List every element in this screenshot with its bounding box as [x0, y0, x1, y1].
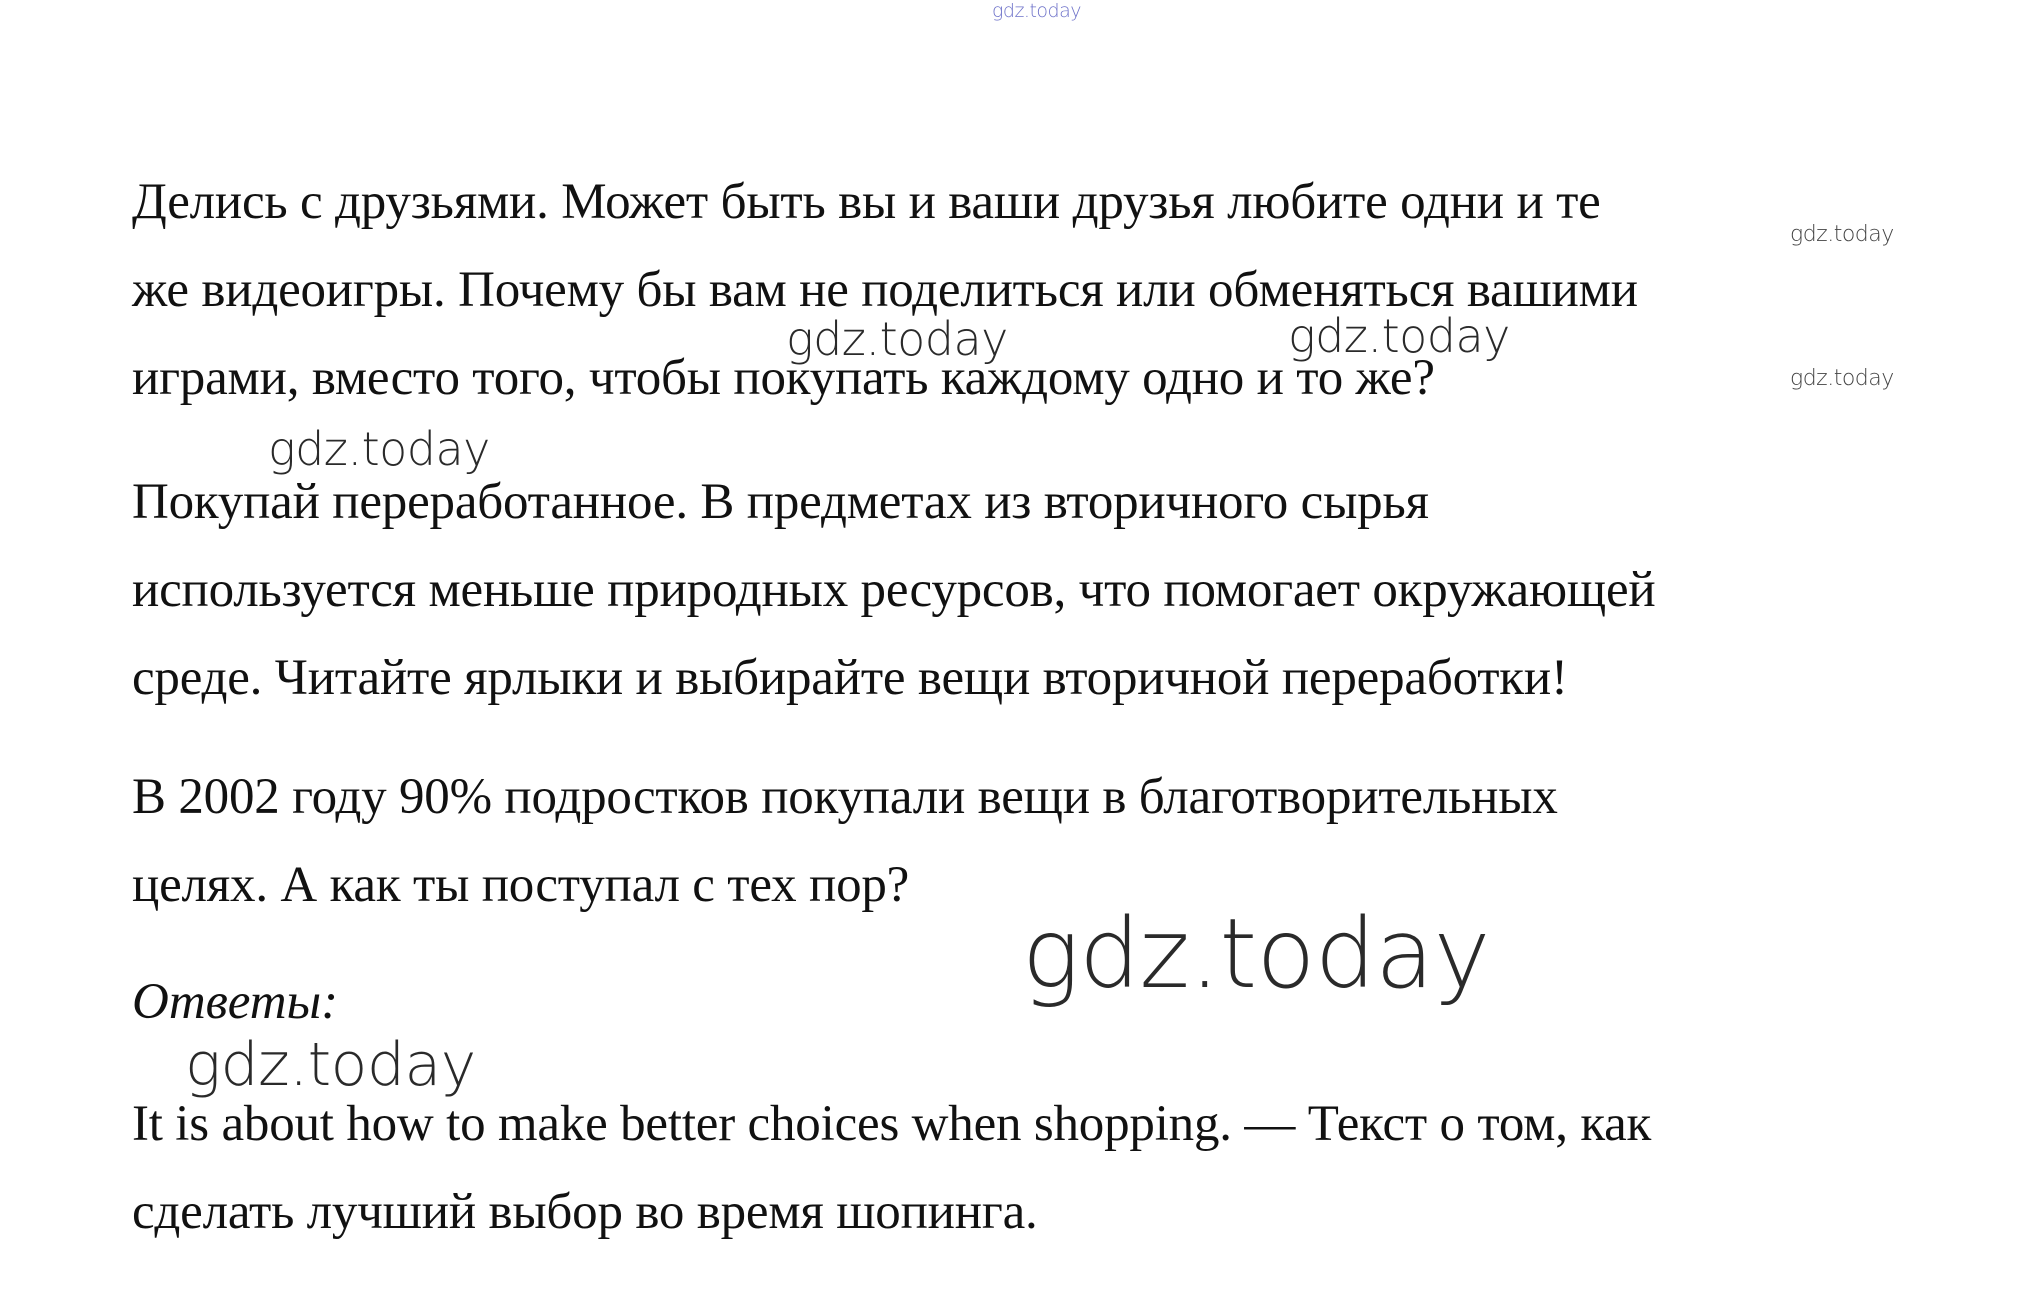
paragraph-line: Делись с друзьями. Может быть вы и ваши друзья любите одни и те [132, 174, 1601, 230]
watermark-left-2: gdz.today [185, 1030, 476, 1100]
watermark-right-2: gdz.today [1790, 366, 1894, 391]
paragraph-buy-recycled [132, 458, 1952, 722]
paragraph-line: целях. А как ты поступал с тех пор? [132, 857, 910, 913]
watermark-large: gdz.today [1022, 898, 1490, 1010]
answer-line: сделать лучший выбор во время шопинга. [132, 1184, 1038, 1240]
answer-line: It is about how to make better choices when shopping. — Текст о том, как [132, 1096, 1652, 1152]
paragraph-line: Покупай переработанное. В предметах из вторичного сырья [132, 474, 1429, 530]
paragraph-line: В 2002 году 90% подростков покупали вещи в благотворительных [132, 769, 1558, 825]
paragraph-line: играми, вместо того, чтобы покупать каждому одно и то же? [132, 350, 1435, 406]
watermark-left-1: gdz.today [268, 422, 490, 476]
answers-heading: Ответы: [132, 974, 339, 1030]
watermark-right-1: gdz.today [1790, 222, 1894, 247]
paragraph-line: используется меньше природных ресурсов, что помогает окружающей [132, 562, 1656, 618]
paragraph-share-with-friends [132, 158, 1952, 422]
watermark-mid-2: gdz.today [1288, 309, 1510, 363]
watermark-top: gdz.today [992, 0, 1081, 22]
watermark-mid-1: gdz.today [786, 312, 1008, 366]
paragraph-line: же видеоигры. Почему бы вам не поделиться или обменяться вашими [132, 262, 1638, 318]
answer-text [132, 1080, 1952, 1256]
paragraph-line: среде. Читайте ярлыки и выбирайте вещи вторичной переработки! [132, 650, 1568, 706]
